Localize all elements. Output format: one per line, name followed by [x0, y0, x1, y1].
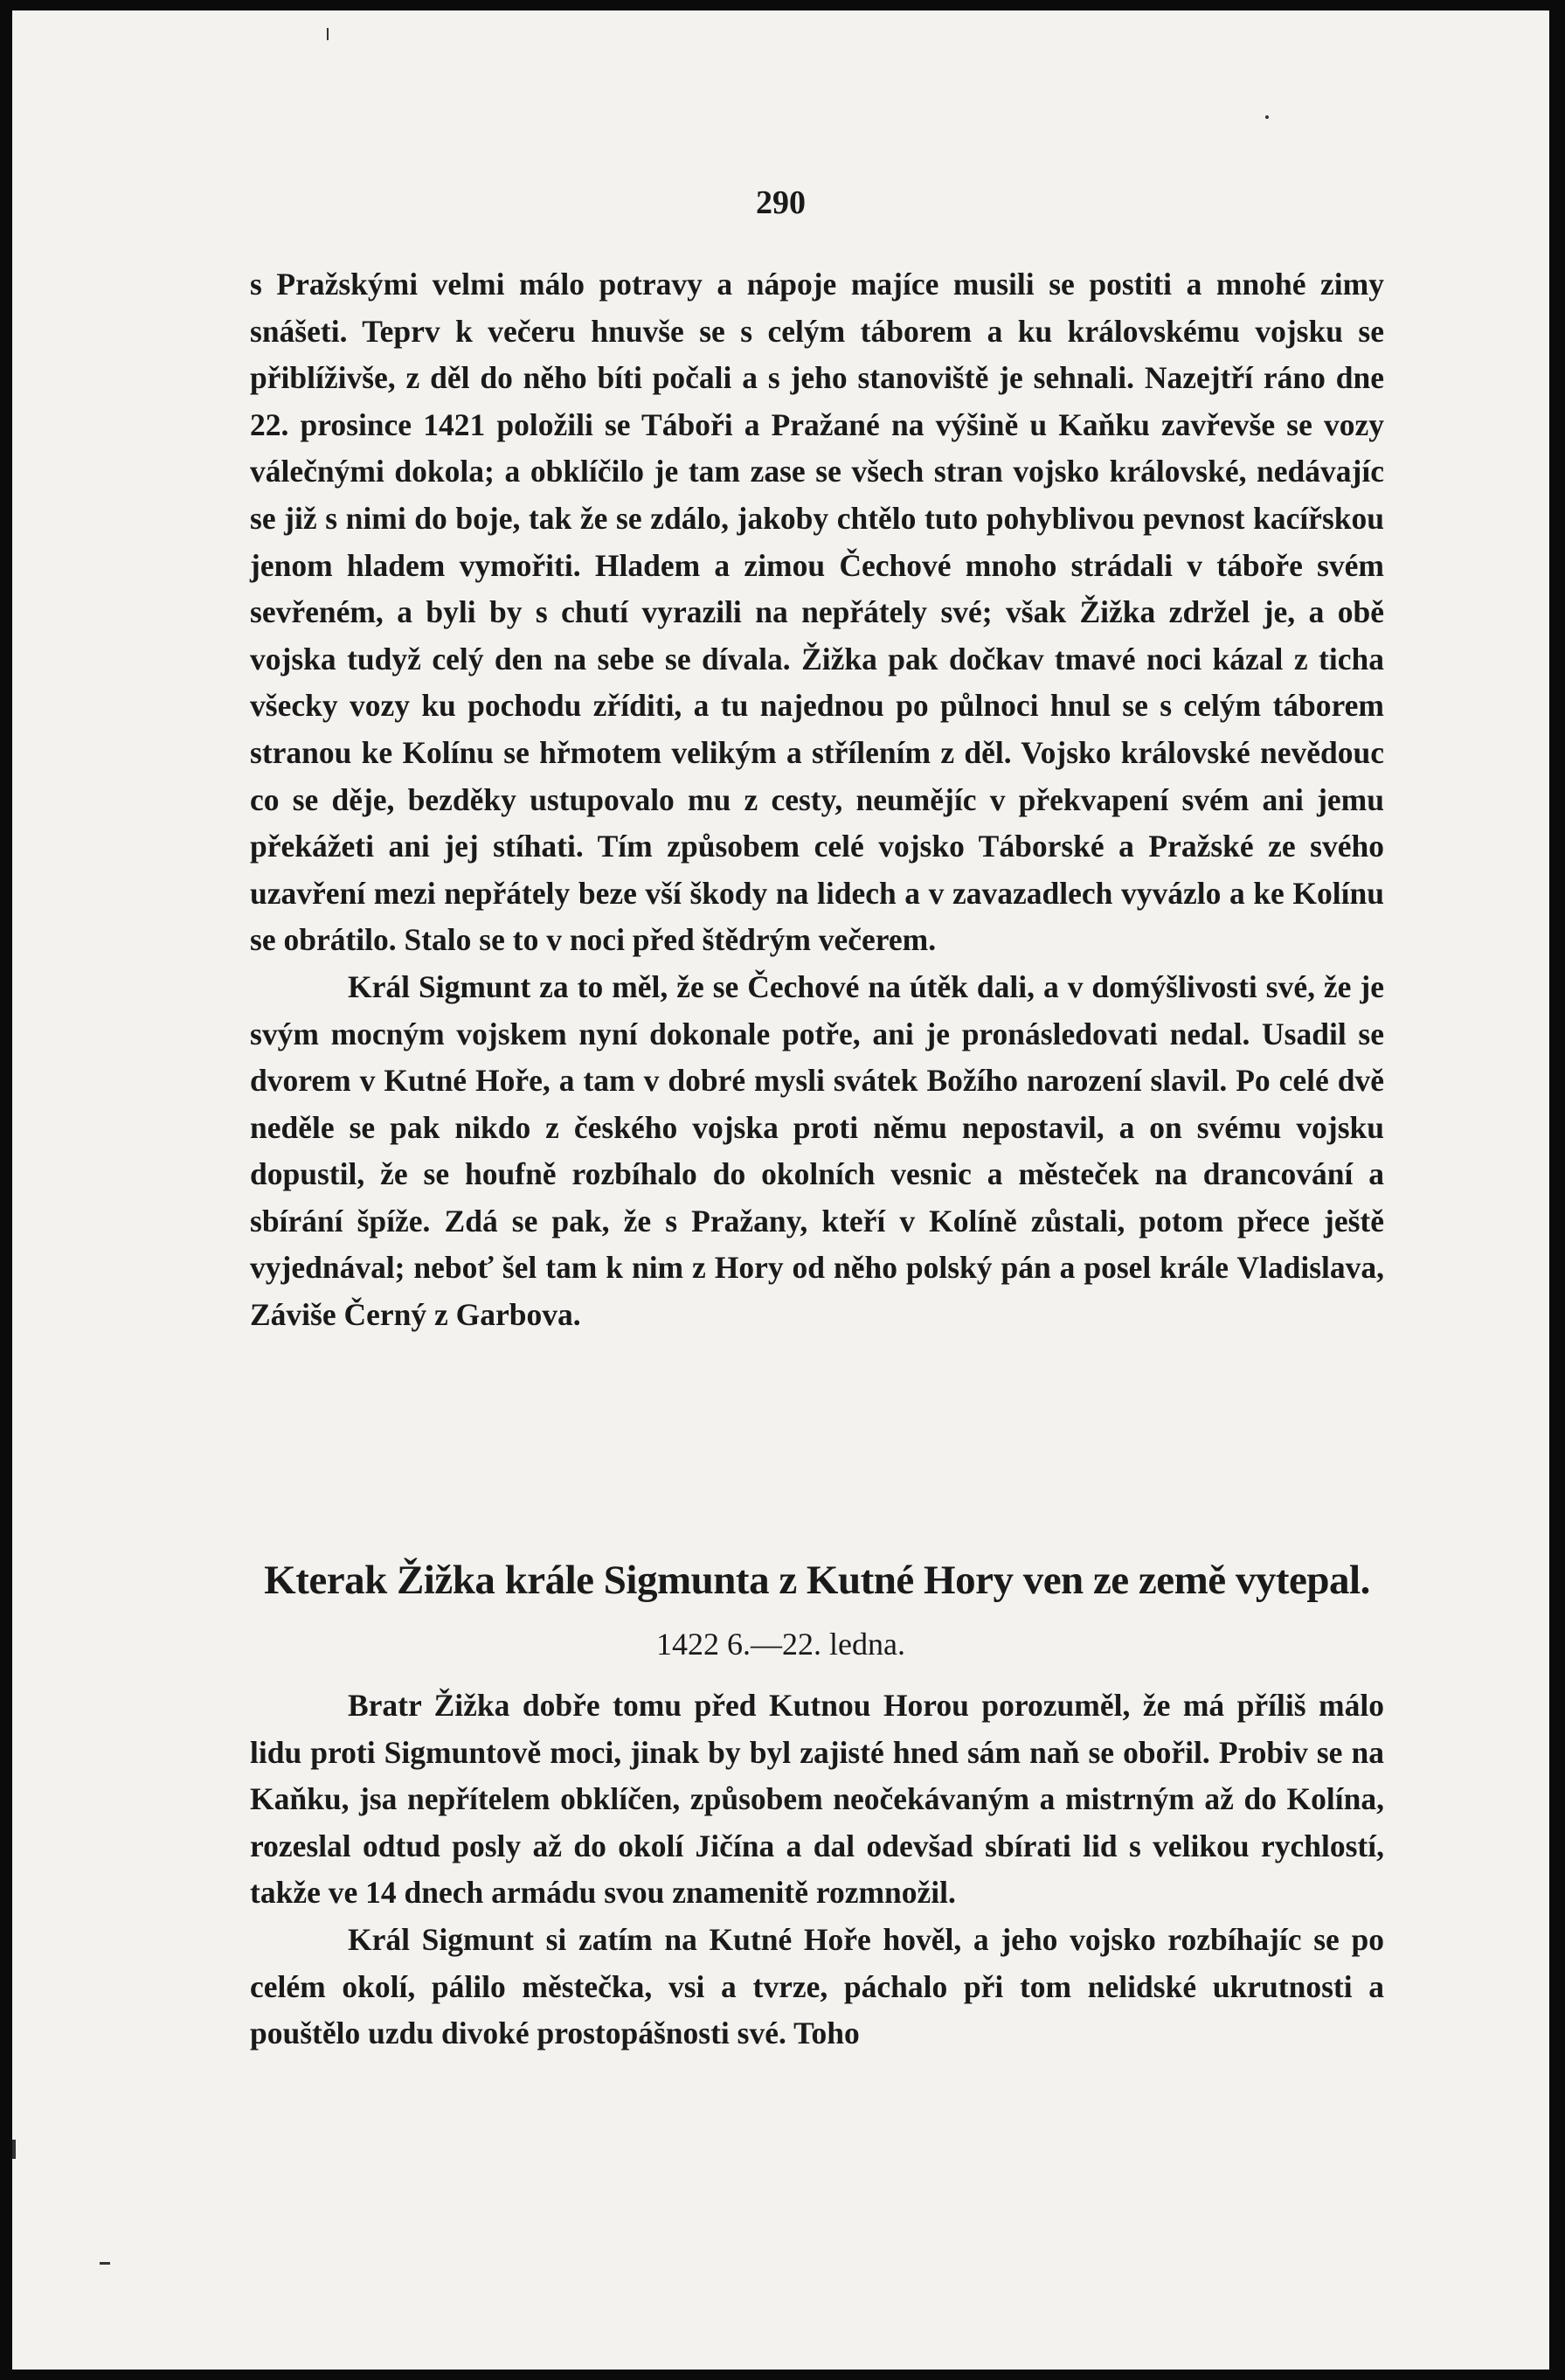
chapter-date: 1422 6.—22. ledna. [656, 1627, 905, 1662]
scan-speck [12, 2140, 16, 2159]
paragraph: s Pražskými velmi málo potravy a nápoje majíce musili se postiti a mnohé zimy snášeti. Teprv k večeru hnuvše se s celým táborem a ku královskému vojsku se přiblíživše, z děl do něho bíti počali a s jeho stanoviště je sehnali. Nazejtří ráno dne 22. prosince 1421 položili se Táboři a Pražané na výšině u Kaňku zavřevše se vozy válečnými dokola; a obklíčilo je tam zase se všech stran vojsko královské, nedávajíc se již s nimi do boje, tak že se zdálo, jakoby chtělo tuto pohyblivou pevnost kacířskou jenom hladem vymořiti. Hladem a zimou Čechové mnoho strádali v táboře svém sevřeném, a byli by s chutí vyrazili na nepřátely své; však Žižka zdržel je, a obě vojska tudyž celý den na sebe se dívala. Žižka pak dočkav tmavé noci kázal z ticha všecky vozy ku pochodu zříditi, a tu najednou po půlnoci hnul se s celým táborem stranou ke Kolínu se hřmotem velikým a střílením z děl. Vojsko královské nevědouc co se děje, bezděky ustupovalo mu z cesty, neumějíc v překvapení svém ani jemu překážeti ani jej stíhati. Tím způsobem celé vojsko Táborské a Pražské ze svého uzavření mezi nepřátely beze vší škody na lidech a v zavazadlech vyvázlo a ke Kolínu se obrátilo. Stalo se to v noci před štědrým večerem. [250, 267, 1384, 958]
scan-speck [327, 28, 329, 40]
chapter-heading: Kterak Žižka krále Sigmunta z Kutné Hory ven ze země vytepal. [264, 1558, 1370, 1603]
paragraph: Bratr Žižka dobře tomu před Kutnou Horou porozuměl, že má příliš málo lidu proti Sigmuntově moci, jinak by byl zajisté hned sám naň se obořil. Probiv se na Kaňku, jsa nepřítelem obklíčen, způsobem neočekávaným a mistrným až do Kolína, rozeslal odtud posly až do okolí Jičína a dal odevšad sbírati lid s velikou rychlostí, takže ve 14 dnech armádu svou znamenitě rozmnožil. [250, 1688, 1384, 1911]
paragraph: Král Sigmunt si zatím na Kutné Hoře hověl, a jeho vojsko rozbíhajíc se po celém okolí, pálilo městečka, vsi a tvrze, páchalo při tom nelidské ukrutnosti a pouštělo uzdu divoké prostopášnosti své. Toho [250, 1921, 1384, 2051]
paragraph: Král Sigmunt za to měl, že se Čechové na útěk dali, a v domýšlivosti své, že je svým mocným vojskem nyní dokonale potře, ani je pronásledovati nedal. Usadil se dvorem v Kutné Hoře, a tam v dobré mysli svátek Božího narození slavil. Po celé dvě neděle se pak nikdo z českého vojska proti němu nepostavil, a on svému vojsku dopustil, že se houfně rozbíhalo do okolních vesnic a městeček na drancování a sbírání špíže. Zdá se pak, že s Pražany, kteří v Kolíně zůstali, potom přece ještě vyjednával; neboť šel tam k nim z Hory od něho polský pán a posel krále Vladislava, Záviše Černý z Garbova. [250, 968, 1384, 1333]
scan-speck [1265, 115, 1269, 119]
book-page [12, 10, 1549, 2370]
text-block-bottom [250, 1683, 1384, 2057]
scan-speck [100, 2262, 110, 2265]
text-block-top [250, 261, 1384, 1339]
page-number: 290 [756, 184, 806, 221]
